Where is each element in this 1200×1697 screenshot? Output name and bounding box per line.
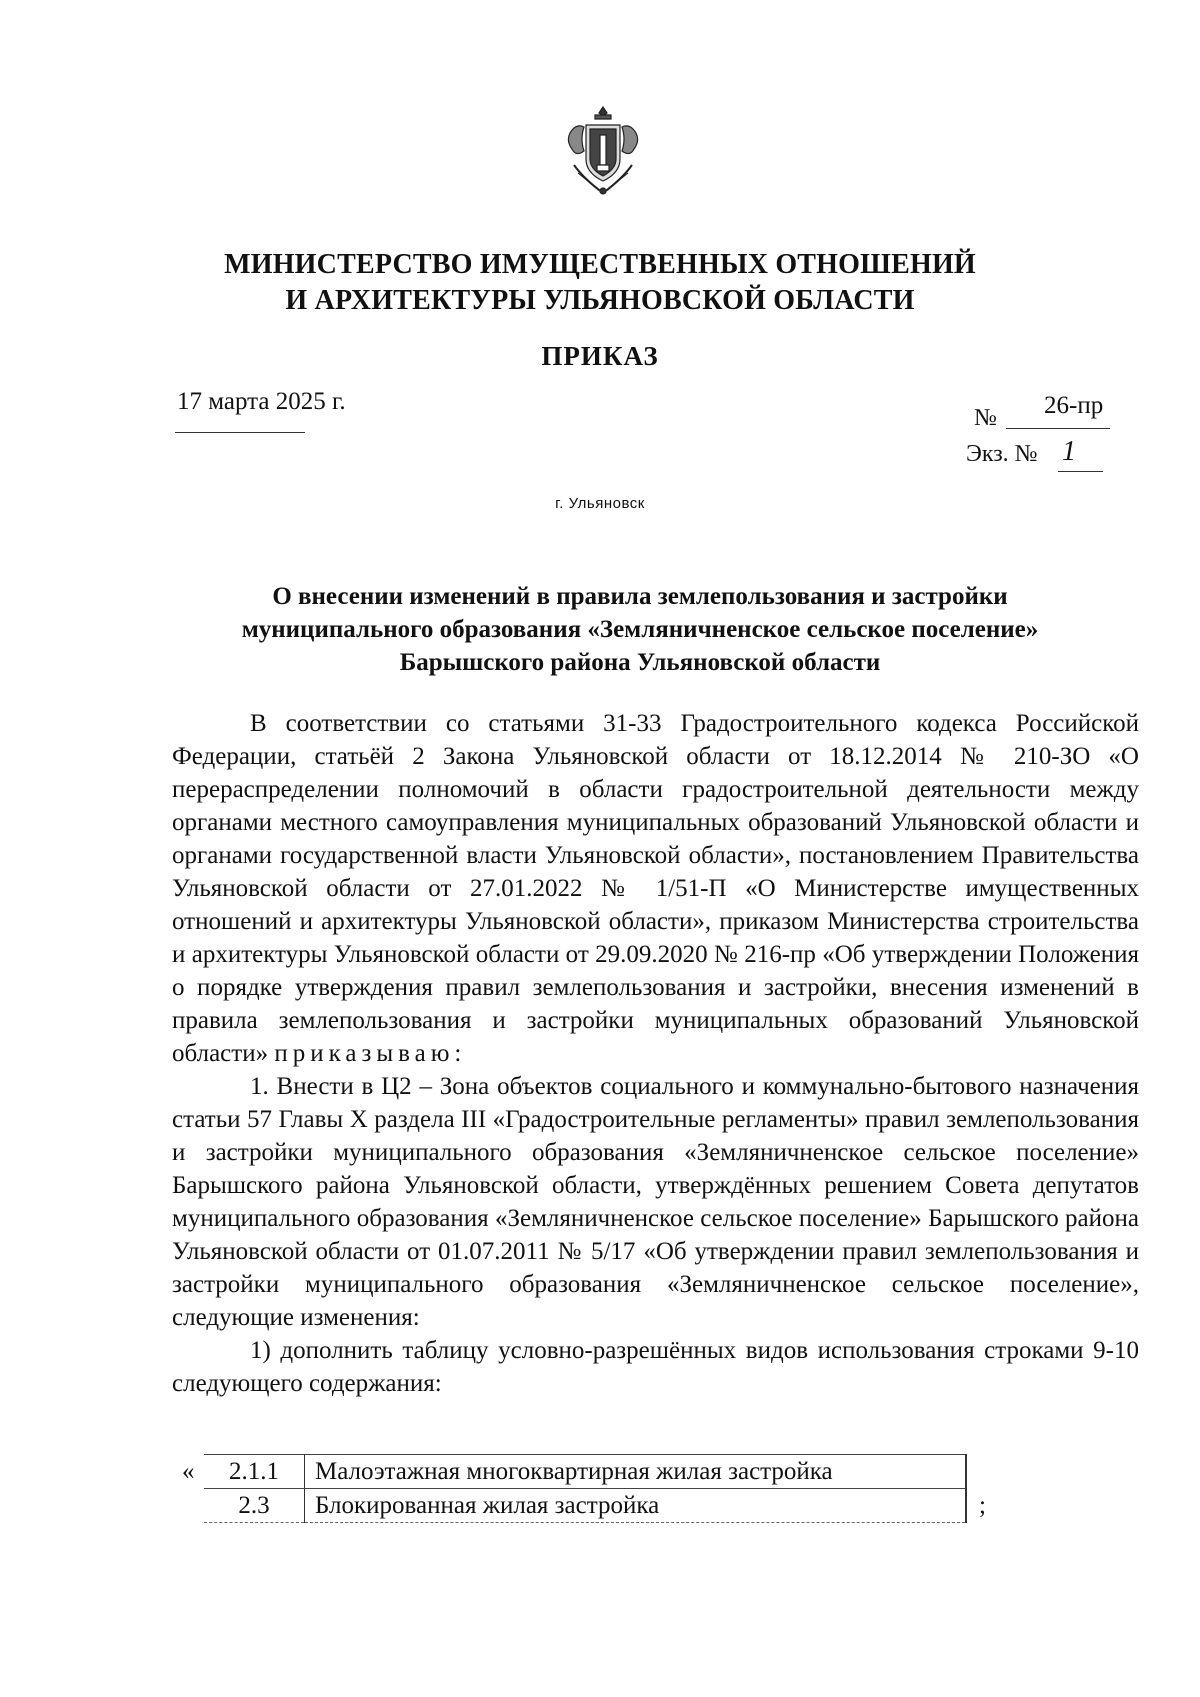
order-number: 26-пр	[1044, 392, 1104, 419]
ministry-name-line2: И АРХИТЕКТУРЫ УЛЬЯНОВСКОЙ ОБЛАСТИ	[285, 285, 915, 316]
closing-mark: ;	[979, 1492, 986, 1519]
insert-table	[182, 1454, 1002, 1523]
order-date: 17 марта 2025 г.	[177, 388, 346, 415]
city: г. Ульяновск	[555, 495, 645, 512]
number-underline	[1006, 428, 1110, 429]
document-body	[172, 707, 1139, 1400]
clause-1-1-paragraph: 1) дополнить таблицу условно-разрешённых видов использования строками 9-10 следующего содержания:	[172, 1337, 1139, 1397]
table-row	[182, 1455, 986, 1489]
title-line1: О внесении изменений в правила землепользования и застройки	[272, 583, 1008, 610]
title-line3: Барышского района Ульяновской области	[399, 649, 881, 676]
document-title	[160, 580, 1120, 679]
open-quote: «	[182, 1458, 195, 1485]
copy-underline	[1058, 471, 1103, 472]
document-type: ПРИКАЗ	[541, 341, 659, 371]
table-cell-name: Блокированная жилая застройка	[305, 1489, 967, 1523]
preamble-paragraph	[172, 707, 1139, 1070]
order-keyword: приказываю:	[274, 1040, 467, 1067]
table-cell-name: Малоэтажная многоквартирная жилая застройка	[305, 1455, 967, 1489]
date-underline	[175, 432, 305, 433]
copy-number: 1	[1062, 436, 1076, 467]
number-label: №	[974, 405, 997, 431]
ministry-name-line1: МИНИСТЕРСТВО ИМУЩЕСТВЕННЫХ ОТНОШЕНИЙ	[224, 249, 976, 280]
table-cell-code: 2.3	[204, 1489, 305, 1523]
table-cell-code: 2.1.1	[204, 1455, 305, 1489]
clause-1-paragraph: 1. Внести в Ц2 – Зона объектов социального и коммунально-бытового назначения статьи 57 Главы X раздела III «Градостроительные регламенты» правил землепользования и застройки муниципального образования «Земляничненское сельское поселение» Барышского района Ульяновской области, утверждённых решением Совета депутатов муниципального образования «Земляничненское сельское поселение» Барышского района Ульяновской области от 01.07.2011 № 5/17 «Об утверждении правил землепользования и застройки муниципального образования «Земляничненское сельское поселение», следующие изменения:	[172, 1073, 1139, 1331]
coat-of-arms-icon	[566, 103, 640, 199]
table-row	[182, 1489, 986, 1523]
copy-label: Экз. №	[966, 441, 1038, 467]
title-line2: муниципального образования «Земляничненское сельское поселение»	[241, 616, 1039, 643]
preamble-text: В соответствии со статьями 31-33 Градостроительного кодекса Российской Федерации, статьёй 2 Закона Ульяновской области от 18.12.2014 № 210-ЗО «О перераспределении полномочий в области градостроительной деятельности между органами местного самоуправления муниципальных образований Ульяновской области и органами государственной власти Ульяновской области», постановлением Правительства Ульяновской области от 27.01.2022 № 1/51-П «О Министерстве имущественных отношений и архитектуры Ульяновской области», приказом Министерства строительства и архитектуры Ульяновской области от 29.09.2020 № 216-пр «Об утверждении Положения о порядке утверждения правил землепользования и застройки, внесения изменений в правила землепользования и застройки муниципальных образований Ульяновской области»	[172, 710, 1139, 1067]
